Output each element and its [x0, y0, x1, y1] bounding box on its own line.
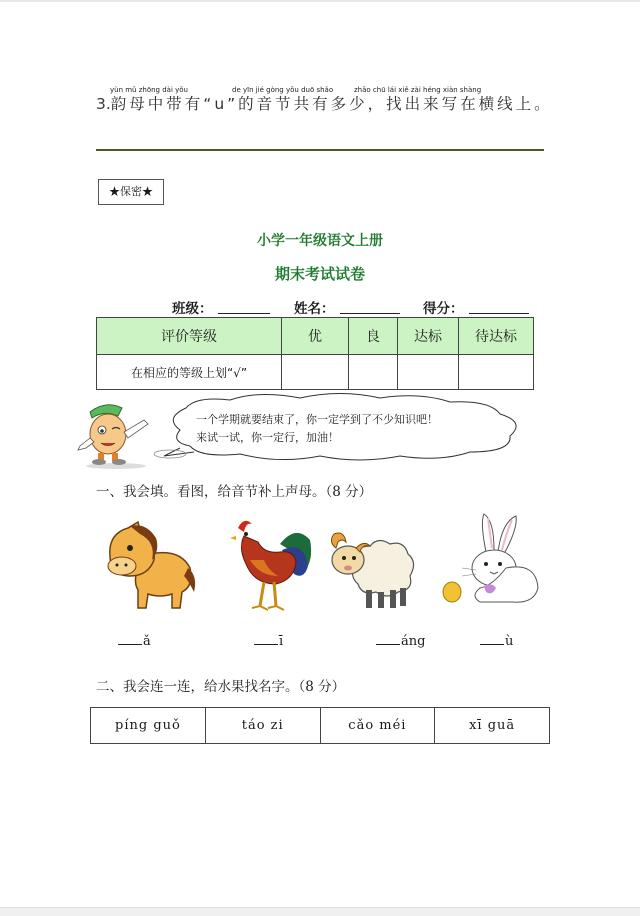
question3-number: 3. [96, 95, 111, 113]
fill-rime: áng [401, 634, 426, 649]
sheep-icon [326, 520, 418, 614]
pinyin-segment-1: yùn mǔ zhōng dài yǒu [110, 86, 188, 94]
bubble-line-2: 来试一试，你一定行，加油！ [196, 431, 339, 444]
question3-body: 韵母中带有“u”的音节共有多少，找出来写在横线上。 [110, 95, 553, 113]
fruit-name-cell[interactable]: xī guā [435, 708, 550, 744]
fill-blank[interactable] [118, 632, 142, 645]
name-label: 姓名： [294, 301, 335, 317]
fill-rooster [254, 632, 283, 649]
grade-cell-good[interactable] [349, 355, 398, 390]
fruit-name-cell[interactable]: cǎo méi [320, 708, 435, 744]
page-top-border [0, 0, 640, 2]
student-info-row [0, 297, 640, 319]
score-label: 得分： [423, 301, 464, 317]
grade-header-cell: 待达标 [459, 318, 534, 355]
fill-blank[interactable] [480, 632, 504, 645]
fill-sheep [376, 632, 425, 649]
fruit-name-cell[interactable]: táo zi [205, 708, 320, 744]
rabbit-icon [440, 512, 542, 608]
grade-table-header [97, 318, 534, 355]
fruit-name-table [90, 707, 550, 744]
grade-row-label: 在相应的等级上划“√” [97, 355, 282, 390]
horse-icon [100, 520, 198, 612]
fruit-row [91, 708, 550, 744]
fruit-name-cell[interactable]: píng guǒ [91, 708, 206, 744]
section2-title: 二、我会连一连，给水果找名字。（8 分） [96, 679, 346, 695]
score-blank[interactable] [469, 313, 529, 314]
grade-cell-needs-work[interactable] [459, 355, 534, 390]
fill-rime: ǎ [143, 634, 151, 649]
grade-header-cell: 良 [349, 318, 398, 355]
speech-cloud [150, 392, 530, 462]
name-blank[interactable] [340, 313, 400, 314]
exam-title: 小学一年级语文上册 [257, 233, 383, 249]
grade-table-row [97, 355, 534, 390]
grade-cell-excellent[interactable] [282, 355, 349, 390]
class-label: 班级： [172, 301, 213, 317]
grade-header-cell: 达标 [398, 318, 459, 355]
fill-blank[interactable] [254, 632, 278, 645]
answer-line[interactable] [96, 149, 544, 151]
pinyin-segment-3: zhǎo chū lái xiě zài héng xiàn shàng [354, 86, 482, 94]
question3-text [96, 92, 553, 114]
grade-cell-pass[interactable] [398, 355, 459, 390]
section1-title: 一、我会填。看图，给音节补上声母。（8 分） [96, 484, 373, 500]
fill-rabbit [480, 632, 513, 649]
fill-horse [118, 632, 151, 649]
fill-rime: ī [279, 634, 284, 649]
exam-subtitle: 期末考试试卷 [274, 265, 365, 283]
mascot-icon [72, 398, 160, 470]
grade-table [96, 317, 534, 390]
bubble-line-1: 一个学期就要结束了，你一定学到了不少知识吧！ [196, 413, 438, 426]
fill-rime: ù [505, 634, 514, 649]
secret-label: ★保密★ [98, 179, 164, 205]
class-blank[interactable] [218, 313, 270, 314]
grade-header-cell: 评价等级 [97, 318, 282, 355]
pinyin-segment-2: de yīn jié gòng yǒu duō shǎo [232, 86, 334, 94]
grade-header-cell: 优 [282, 318, 349, 355]
rooster-icon [224, 514, 314, 614]
fill-blank[interactable] [376, 632, 400, 645]
